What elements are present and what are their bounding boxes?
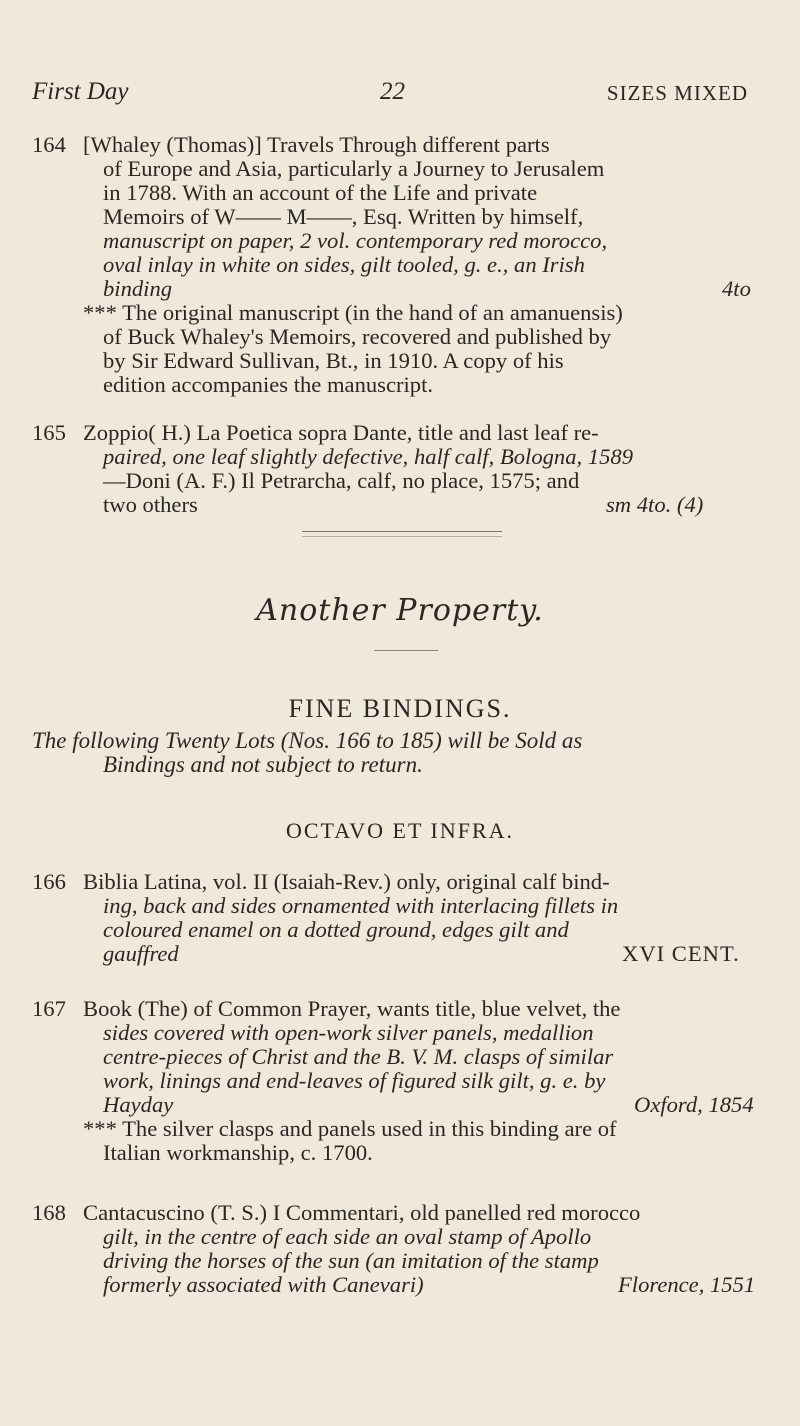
- lot-line: Cantacuscino (T. S.) I Commentari, old panelled red morocco: [83, 1200, 641, 1225]
- section-subtitle: OCTAVO ET INFRA.: [285, 818, 515, 843]
- lot-line: Biblia Latina, vol. II (Isaiah-Rev.) only, original calf bind-: [83, 869, 610, 894]
- lot-place-date: Oxford, 1854: [634, 1092, 754, 1117]
- lot-line: —Doni (A. F.) Il Petrarcha, calf, no place, 1575; and: [103, 468, 580, 493]
- lot-date: XVI CENT.: [622, 941, 740, 966]
- section-divider: [302, 536, 502, 537]
- lot-line: in 1788. With an account of the Life and private: [103, 180, 538, 205]
- lot-line: gilt, in the centre of each side an oval stamp of Apollo: [103, 1224, 592, 1249]
- intro-line: Bindings and not subject to return.: [103, 752, 423, 777]
- running-header: [0, 78, 800, 108]
- lot-line: Memoirs of W—— M——, Esq. Written by himself,: [103, 204, 584, 229]
- lot-number: 165: [32, 420, 66, 445]
- lot-line: work, linings and end-leaves of figured silk gilt, g. e. by: [103, 1068, 606, 1093]
- lot-note: of Buck Whaley's Memoirs, recovered and published by: [103, 324, 612, 349]
- lot-number: 164: [32, 132, 66, 157]
- lot-note: by Sir Edward Sullivan, Bt., in 1910. A copy of his: [103, 348, 564, 373]
- lot-line: ing, back and sides ornamented with interlacing fillets in: [103, 893, 619, 918]
- lot-line: driving the horses of the sun (an imitation of the stamp: [103, 1248, 599, 1273]
- lot-line: binding: [103, 276, 173, 301]
- lot-line: centre-pieces of Christ and the B. V. M. clasps of similar: [103, 1044, 614, 1069]
- lot-place-date: Florence, 1551: [618, 1272, 756, 1297]
- lot-line: coloured enamel on a dotted ground, edges gilt and: [103, 917, 569, 942]
- lot-line: Hayday: [103, 1092, 174, 1117]
- lot-note: *** The silver clasps and panels used in this binding are of: [83, 1116, 617, 1141]
- lot-line: Book (The) of Common Prayer, wants title, blue velvet, the: [83, 996, 621, 1021]
- owner-heading: Another Property.: [256, 593, 544, 628]
- header-day: First Day: [32, 78, 129, 105]
- lot-line: paired, one leaf slightly defective, half calf, Bologna, 1589: [103, 444, 634, 469]
- lot-number: 168: [32, 1200, 66, 1225]
- section-title: FINE BINDINGS.: [288, 694, 512, 723]
- page-number: 22: [380, 78, 405, 105]
- short-rule: [374, 650, 438, 651]
- lot-line: sides covered with open-work silver panels, medallion: [103, 1020, 594, 1045]
- lot-size: 4to: [722, 276, 751, 301]
- lot-line: oval inlay in white on sides, gilt tooled, g. e., an Irish: [103, 252, 585, 277]
- lot-line: of Europe and Asia, particularly a Journey to Jerusalem: [103, 156, 605, 181]
- intro-line: The following Twenty Lots (Nos. 166 to 185) will be Sold as: [32, 728, 583, 753]
- lot-note: Italian workmanship, c. 1700.: [103, 1140, 373, 1165]
- lot-note: edition accompanies the manuscript.: [103, 372, 434, 397]
- lot-number: 167: [32, 996, 66, 1021]
- lot-note: *** The original manuscript (in the hand of an amanuensis): [83, 300, 623, 325]
- lot-number: 166: [32, 869, 66, 894]
- lot-size: sm 4to. (4): [606, 492, 704, 517]
- lot-line: two others: [103, 492, 198, 517]
- lot-line: [Whaley (Thomas)] Travels Through different parts: [83, 132, 550, 157]
- lot-line: manuscript on paper, 2 vol. contemporary red morocco,: [103, 228, 608, 253]
- lot-line: Zoppio( H.) La Poetica sopra Dante, title and last leaf re-: [83, 420, 599, 445]
- lot-line: formerly associated with Canevari): [103, 1272, 424, 1297]
- section-divider: [302, 531, 502, 532]
- lot-line: gauffred: [103, 941, 179, 966]
- header-sizes: SIZES MIXED: [606, 81, 748, 105]
